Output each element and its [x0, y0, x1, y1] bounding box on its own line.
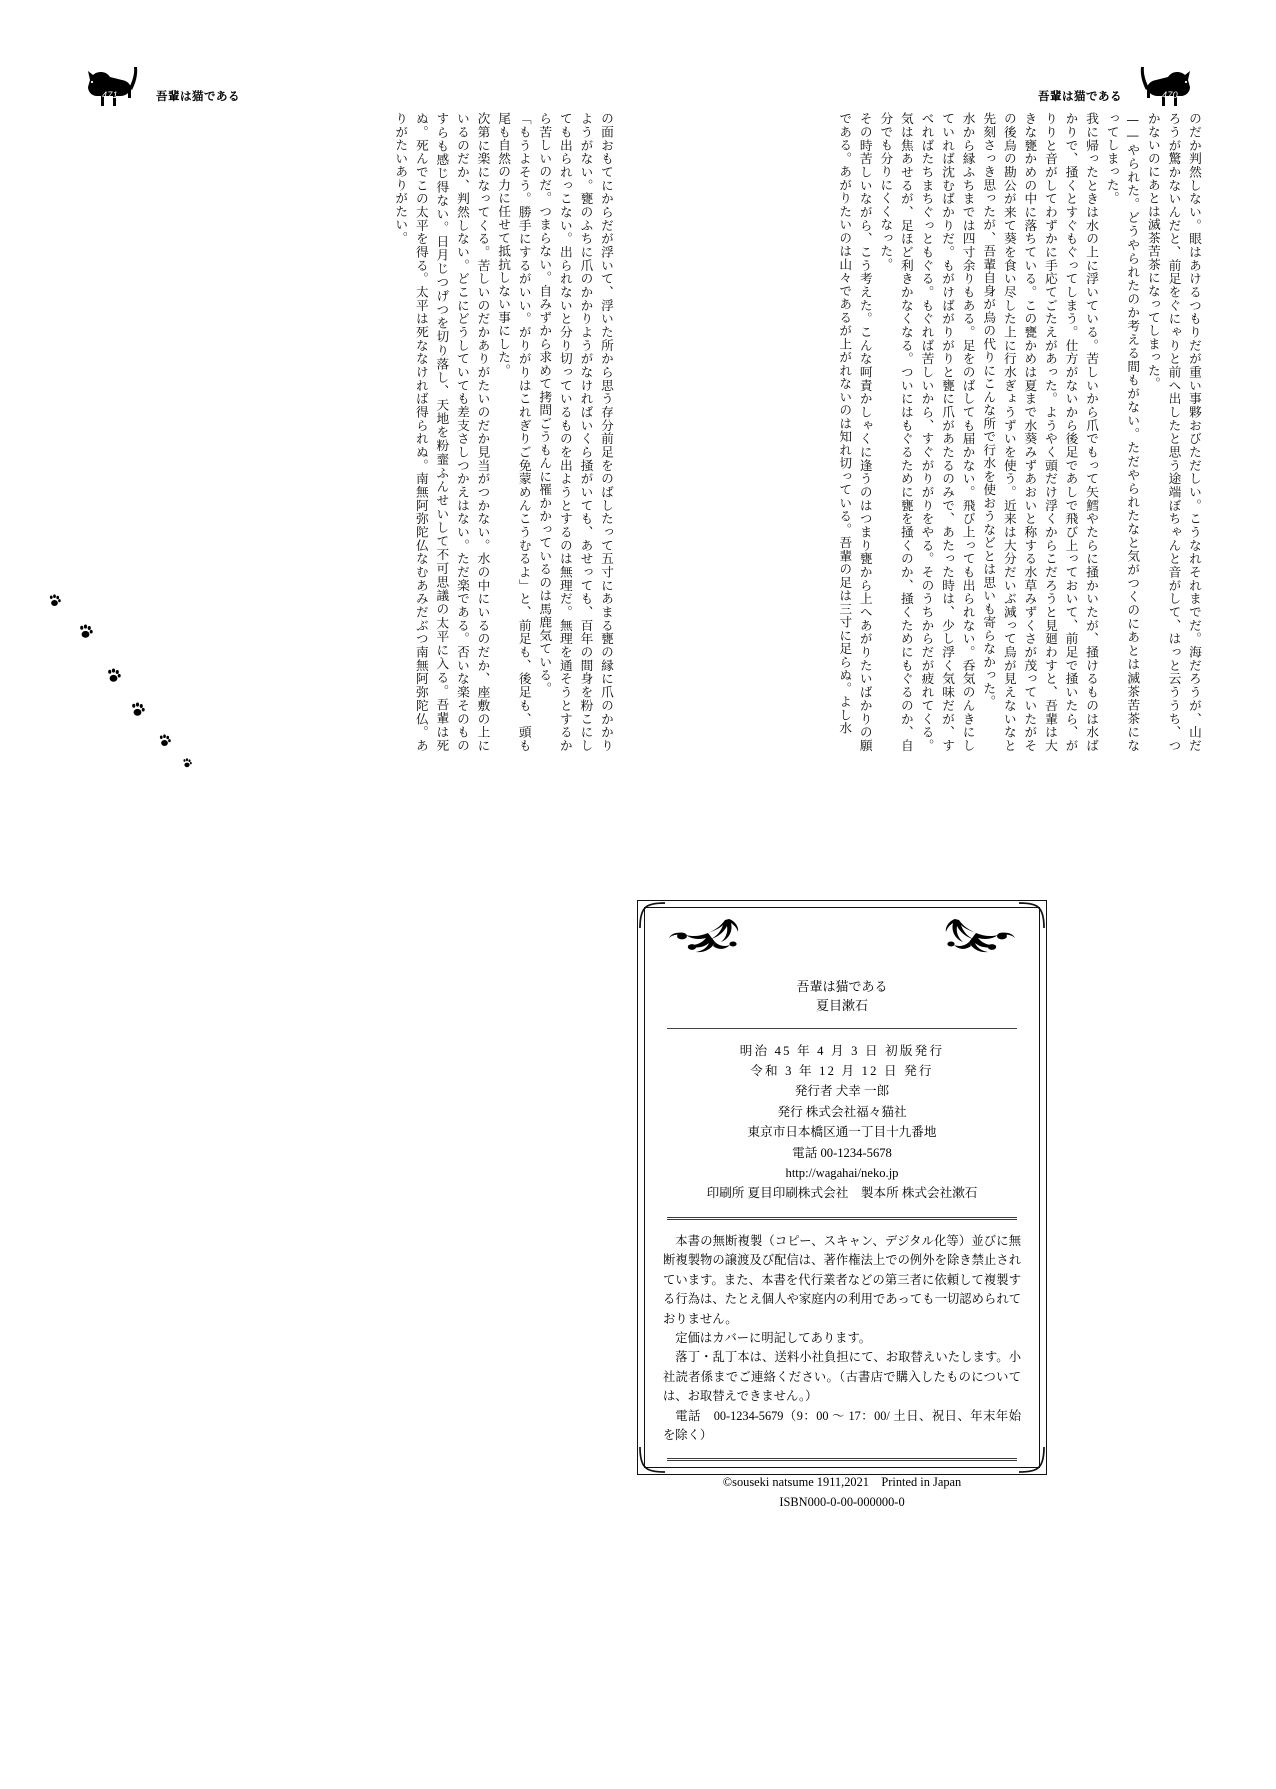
paragraph: 我に帰ったときは水の上に浮いている。苦しいから爪でもって矢鱈やたらに掻かいたが、掻けるものは水ばかりで、掻くとすぐもぐってしまう。仕方がないから後足であしで飛び上っておいて、前足で掻いたら、がりりと音がしてわずかに手応てごたえがあった。ようやく頭だけ浮くからこだろうと見廻わすと、吾輩は大きな甕かめの中に落ちている。この甕かめは夏まで水葵みずあおいと称する水草みずくさが茂っていたがその後烏の勘公が来て葵を食い尽した上に行水ぎょうずいを使う。近来は大分だいぶ減って烏が見えないなと先刻さっき思ったが、吾輩自身が烏の代りにこんな所で行水を使おうなどとは思いも寄らなかった。 [981, 112, 1100, 752]
header-title-right: 吾輩は猫である [1038, 89, 1122, 103]
imprint-line: 印刷所 夏目印刷株式会社 製本所 株式会社漱石 [706, 1186, 978, 1201]
paw-print-icon [48, 594, 61, 607]
imprint-line: 発行 株式会社福々猫社 [777, 1104, 907, 1119]
paw-print-icon [130, 702, 145, 717]
colophon-book-title: 吾輩は猫である [796, 979, 888, 994]
running-header-left [78, 64, 240, 110]
body-text-right-page [734, 112, 1204, 752]
imprint-block [659, 1041, 1025, 1204]
paragraph: のだか判然しない。眼はあけるつもりだが重い事夥おびただしい。こうなれそれまでだ。海だろうが、山だろうが驚かないんだと、前足をぐにゃりと前へ出したと思う途端ぼちゃんと音がして、はっと云ううち、つかないのにあとは滅茶苦茶になってしまった。 [1145, 112, 1202, 752]
colophon-box [637, 900, 1047, 1510]
divider-rule-bottom [667, 1458, 1017, 1461]
cat-silhouette-icon [78, 64, 142, 110]
notice-paragraph: 落丁・乱丁本は、送料小社負担にて、お取替えいたします。小社読者係までご連絡ください。（古書店で購入したものについては、お取替えできません。） [663, 1350, 1021, 1404]
imprint-line: 明治 45 年 4 月 3 日 初版発行 [739, 1043, 945, 1058]
colophon-content [659, 960, 1025, 1510]
paragraph: の面おもてにからだが浮いて、浮いた所から思う存分前足をのばしたって五寸にあまる甕の縁に爪のかかりようがない。甕のふちに爪のかかりようがなければいくら掻がいても、あせっても、百年の間身を粉こにしても出られっこない。出られないと分り切っているものを出ようとするのは無理だ。無理を通そうとするから苦しいのだ。つまらない。自みずから求めて拷問ごうもんに罹かかっているのは馬鹿気ている。 [537, 112, 614, 752]
paw-print-trail [30, 580, 230, 840]
corner-ornament-icon [639, 902, 665, 928]
copyright-line: ©souseki natsume 1911,2021 Printed in Japan [722, 1475, 962, 1490]
paragraph: 水から縁ふちまでは四寸余りもある。足をのばしても届かない。飛び上っても出られない。呑気のんきにしていれば沈むばかりだ。もがけばがりがりと甕に爪があたるのみで、あたった時は、少し浮く気味だが、すべればたちまちぐっともぐる。もぐれば苦しいから、すぐがりがりをやる。そのうちからだが疲れてくる。気は焦あせるが、足ほど利きかなくなる。ついにはもぐるために甕を掻くのか、掻くためにもぐるのか、自分でも分りにくくなった。 [878, 112, 976, 752]
notice-paragraph: 電話 00-1234-5679（9：00 ～ 17：00/ 土日、祝日、年末年始を除く） [663, 1408, 1021, 1443]
flourish-ornament-icon [663, 916, 755, 958]
imprint-url[interactable]: http://wagahai/neko.jp [785, 1166, 899, 1181]
paragraph: 「もうよそう。勝手にするがいい。がりがりはこれぎりご免蒙めんこうむるよ」と、前足も、後足も、頭も尾も自然の力に任せて抵抗しない事にした。 [496, 112, 532, 752]
paw-print-icon [158, 734, 171, 747]
isbn-line: ISBN000-0-00-000000-0 [779, 1495, 905, 1510]
notice-paragraph: 本書の無断複製（コピー、スキャン、デジタル化等）並びに無断複製物の譲渡及び配信は、著作権法上での例外を除き禁止されています。また、本書を代行業者などの第三者に依頼して複製する行為は、たとえ個人や家庭内の利用であっても一切認められておりません。 [663, 1233, 1021, 1326]
body-text-left-page [376, 112, 616, 752]
imprint-line: 電話 00-1234-5678 [792, 1145, 892, 1160]
imprint-line: 令和 3 年 12 月 12 日 発行 [750, 1064, 934, 1079]
imprint-line: 東京市日本橋区通一丁目十九番地 [747, 1125, 937, 1140]
divider-rule-middle [667, 1217, 1017, 1220]
imprint-line: 発行者 犬幸 一郎 [794, 1084, 890, 1099]
paw-print-icon [182, 758, 192, 768]
page-number-right: 470 [1162, 90, 1178, 100]
running-header-right [1038, 64, 1200, 110]
paragraph: その時苦しいながら、こう考えた。こんな呵責かしゃくに逢うのはつまり甕から上へあがりたいばかりの願である。あがりたいのは山々であるが上がれないのは知れ切っている。吾輩の足は三寸に足らぬ。よし水 [837, 112, 873, 752]
colophon-title-block [659, 978, 1025, 1016]
corner-ornament-icon [1019, 902, 1045, 928]
paragraph: ——やられた。どうやられたのか考える間もがない。ただやられたなと気がつくのにあとは滅茶苦茶になってしまった。 [1104, 112, 1141, 752]
flourish-ornament-icon [929, 916, 1021, 958]
paw-print-icon [106, 668, 121, 683]
page-number-left: 471 [102, 90, 118, 100]
colophon-author: 夏目漱石 [815, 997, 868, 1013]
divider-rule-top [667, 1028, 1017, 1029]
notice-paragraph: 定価はカバーに明記してあります。 [675, 1330, 872, 1345]
legal-notice-block [659, 1232, 1025, 1446]
paw-print-icon [78, 624, 93, 639]
paragraph: 次第に楽になってくる。苦しいのだかありがたいのだか見当がつかない。水の中にいるのだか、座敷の上にいるのだか、判然しない。どこにどうしていても差支さしつかえはない。ただ楽である。否いな楽そのものすらも感じ得ない。日月じつげつを切り落し、天地を粉韲ふんせいして不可思議の太平に入る。吾輩は死ぬ。死んでこの太平を得る。太平は死ななければ得られぬ。南無阿弥陀仏なむあみだぶつ南無阿弥陀仏。ありがたいありがたい。 [393, 112, 491, 752]
header-title-left: 吾輩は猫である [156, 89, 240, 103]
copyright-block [659, 1473, 1025, 1513]
cat-silhouette-icon [1136, 64, 1200, 110]
